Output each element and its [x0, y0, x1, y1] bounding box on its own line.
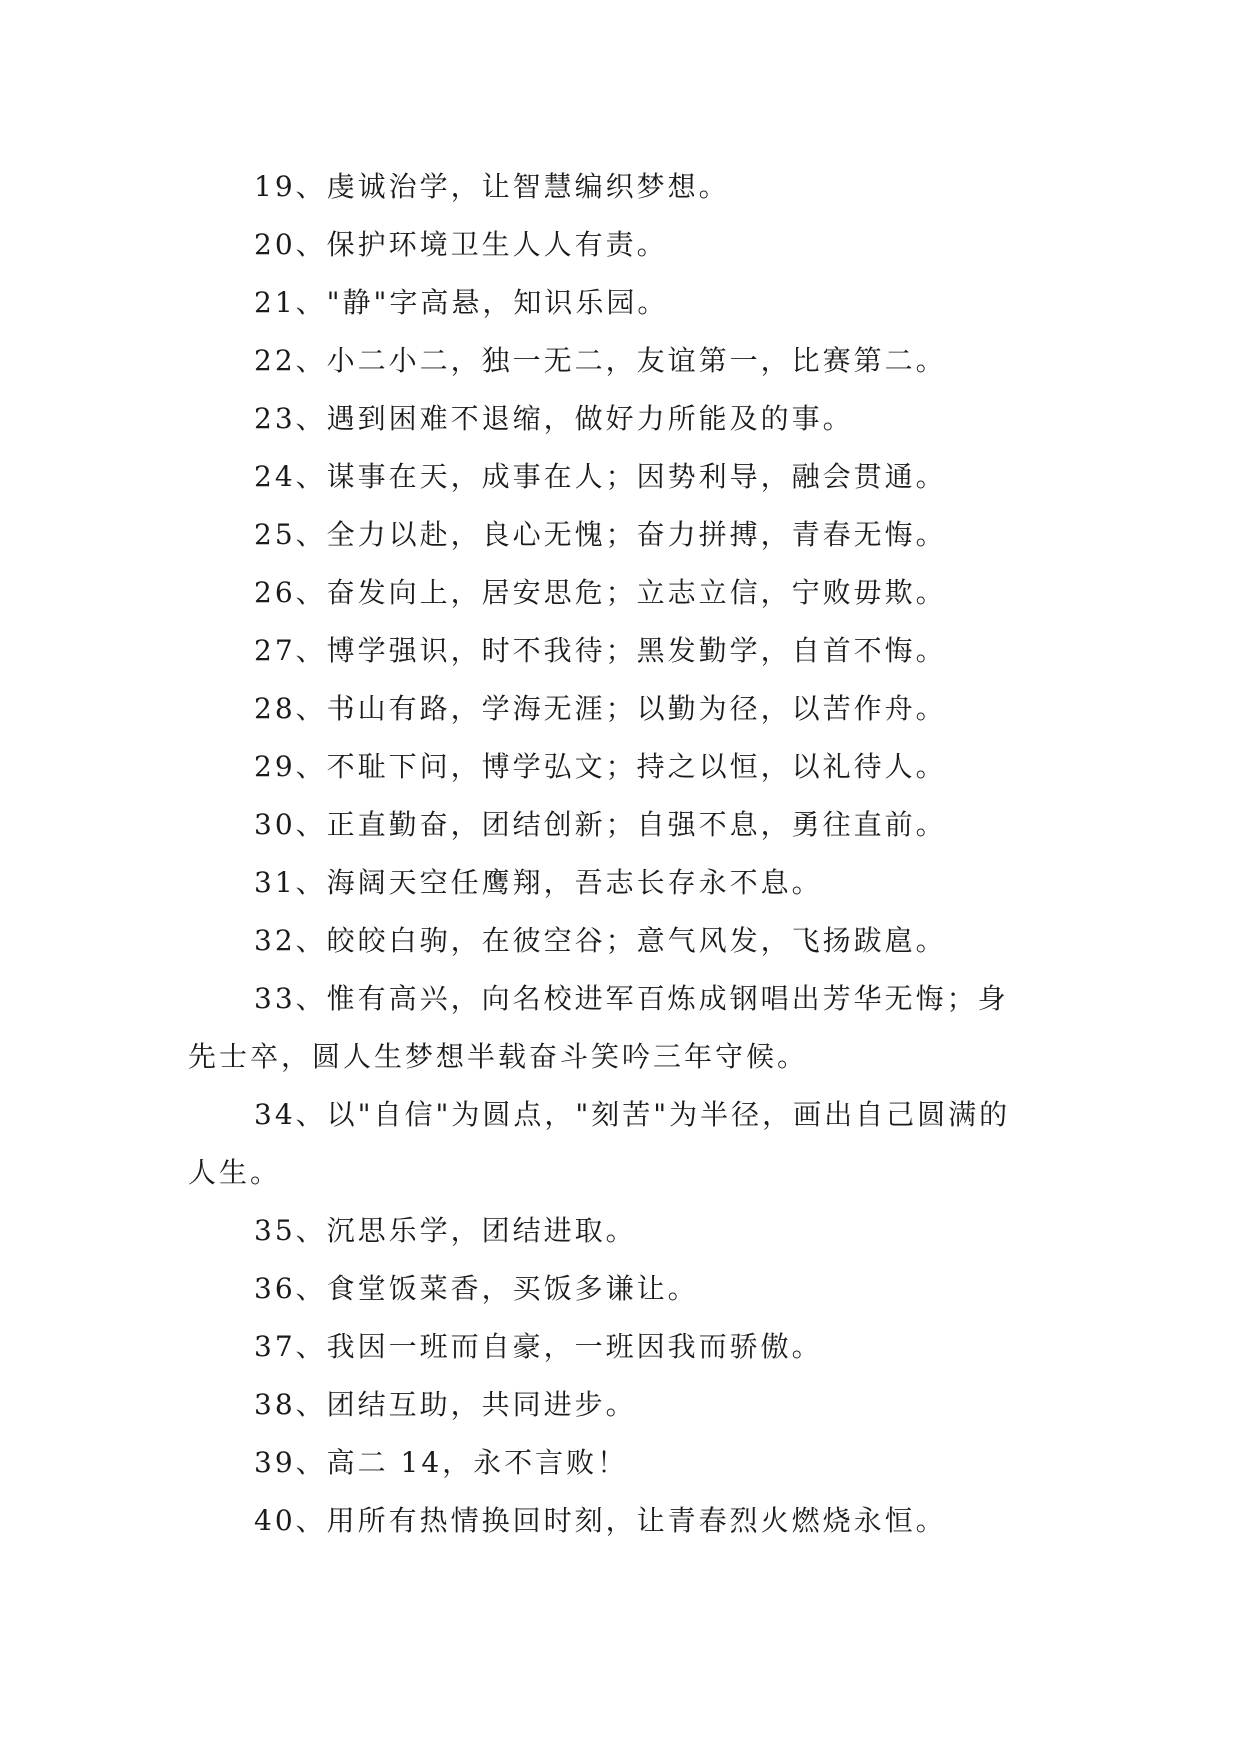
- list-item-continuation: 人生。: [188, 1156, 282, 1189]
- list-item: 37、我因一班而自豪，一班因我而骄傲。: [254, 1330, 823, 1363]
- list-item: 20、保护环境卫生人人有责。: [254, 228, 668, 261]
- list-item: 21、"静"字高悬，知识乐园。: [254, 286, 669, 319]
- list-item: 25、全力以赴，良心无愧；奋力拼搏，青春无悔。: [254, 518, 947, 551]
- list-item: 19、虔诚治学，让智慧编织梦想。: [254, 170, 730, 203]
- slogan-list: [188, 158, 1058, 1550]
- list-item: 27、博学强识，时不我待；黑发勤学，自首不悔。: [254, 634, 947, 667]
- list-item: 28、书山有路，学海无涯；以勤为径，以苦作舟。: [254, 692, 947, 725]
- list-item: 23、遇到困难不退缩，做好力所能及的事。: [254, 402, 854, 435]
- list-item: 26、奋发向上，居安思危；立志立信，宁败毋欺。: [254, 576, 947, 609]
- list-item: 33、惟有高兴，向名校进军百炼成钢唱出芳华无悔；身: [254, 982, 1009, 1015]
- list-item: 34、以"自信"为圆点，"刻苦"为半径，画出自己圆满的: [254, 1098, 1011, 1131]
- list-item: 39、高二 14，永不言败！: [254, 1446, 629, 1479]
- list-item: 35、沉思乐学，团结进取。: [254, 1214, 637, 1247]
- list-item: 29、不耻下问，博学弘文；持之以恒，以礼待人。: [254, 750, 947, 783]
- list-item: 36、食堂饭菜香，买饭多谦让。: [254, 1272, 699, 1305]
- list-item-continuation: 先士卒，圆人生梦想半载奋斗笑吟三年守候。: [188, 1040, 809, 1073]
- list-item: 24、谋事在天，成事在人；因势利导，融会贯通。: [254, 460, 947, 493]
- list-item: 31、海阔天空任鹰翔，吾志长存永不息。: [254, 866, 823, 899]
- list-item: 38、团结互助，共同进步。: [254, 1388, 637, 1421]
- list-item: 40、用所有热情换回时刻，让青春烈火燃烧永恒。: [254, 1504, 947, 1537]
- list-item: 22、小二小二，独一无二，友谊第一，比赛第二。: [254, 344, 947, 377]
- list-item: 30、正直勤奋，团结创新；自强不息，勇往直前。: [254, 808, 947, 841]
- list-item: 32、皎皎白驹，在彼空谷；意气风发，飞扬跋扈。: [254, 924, 947, 957]
